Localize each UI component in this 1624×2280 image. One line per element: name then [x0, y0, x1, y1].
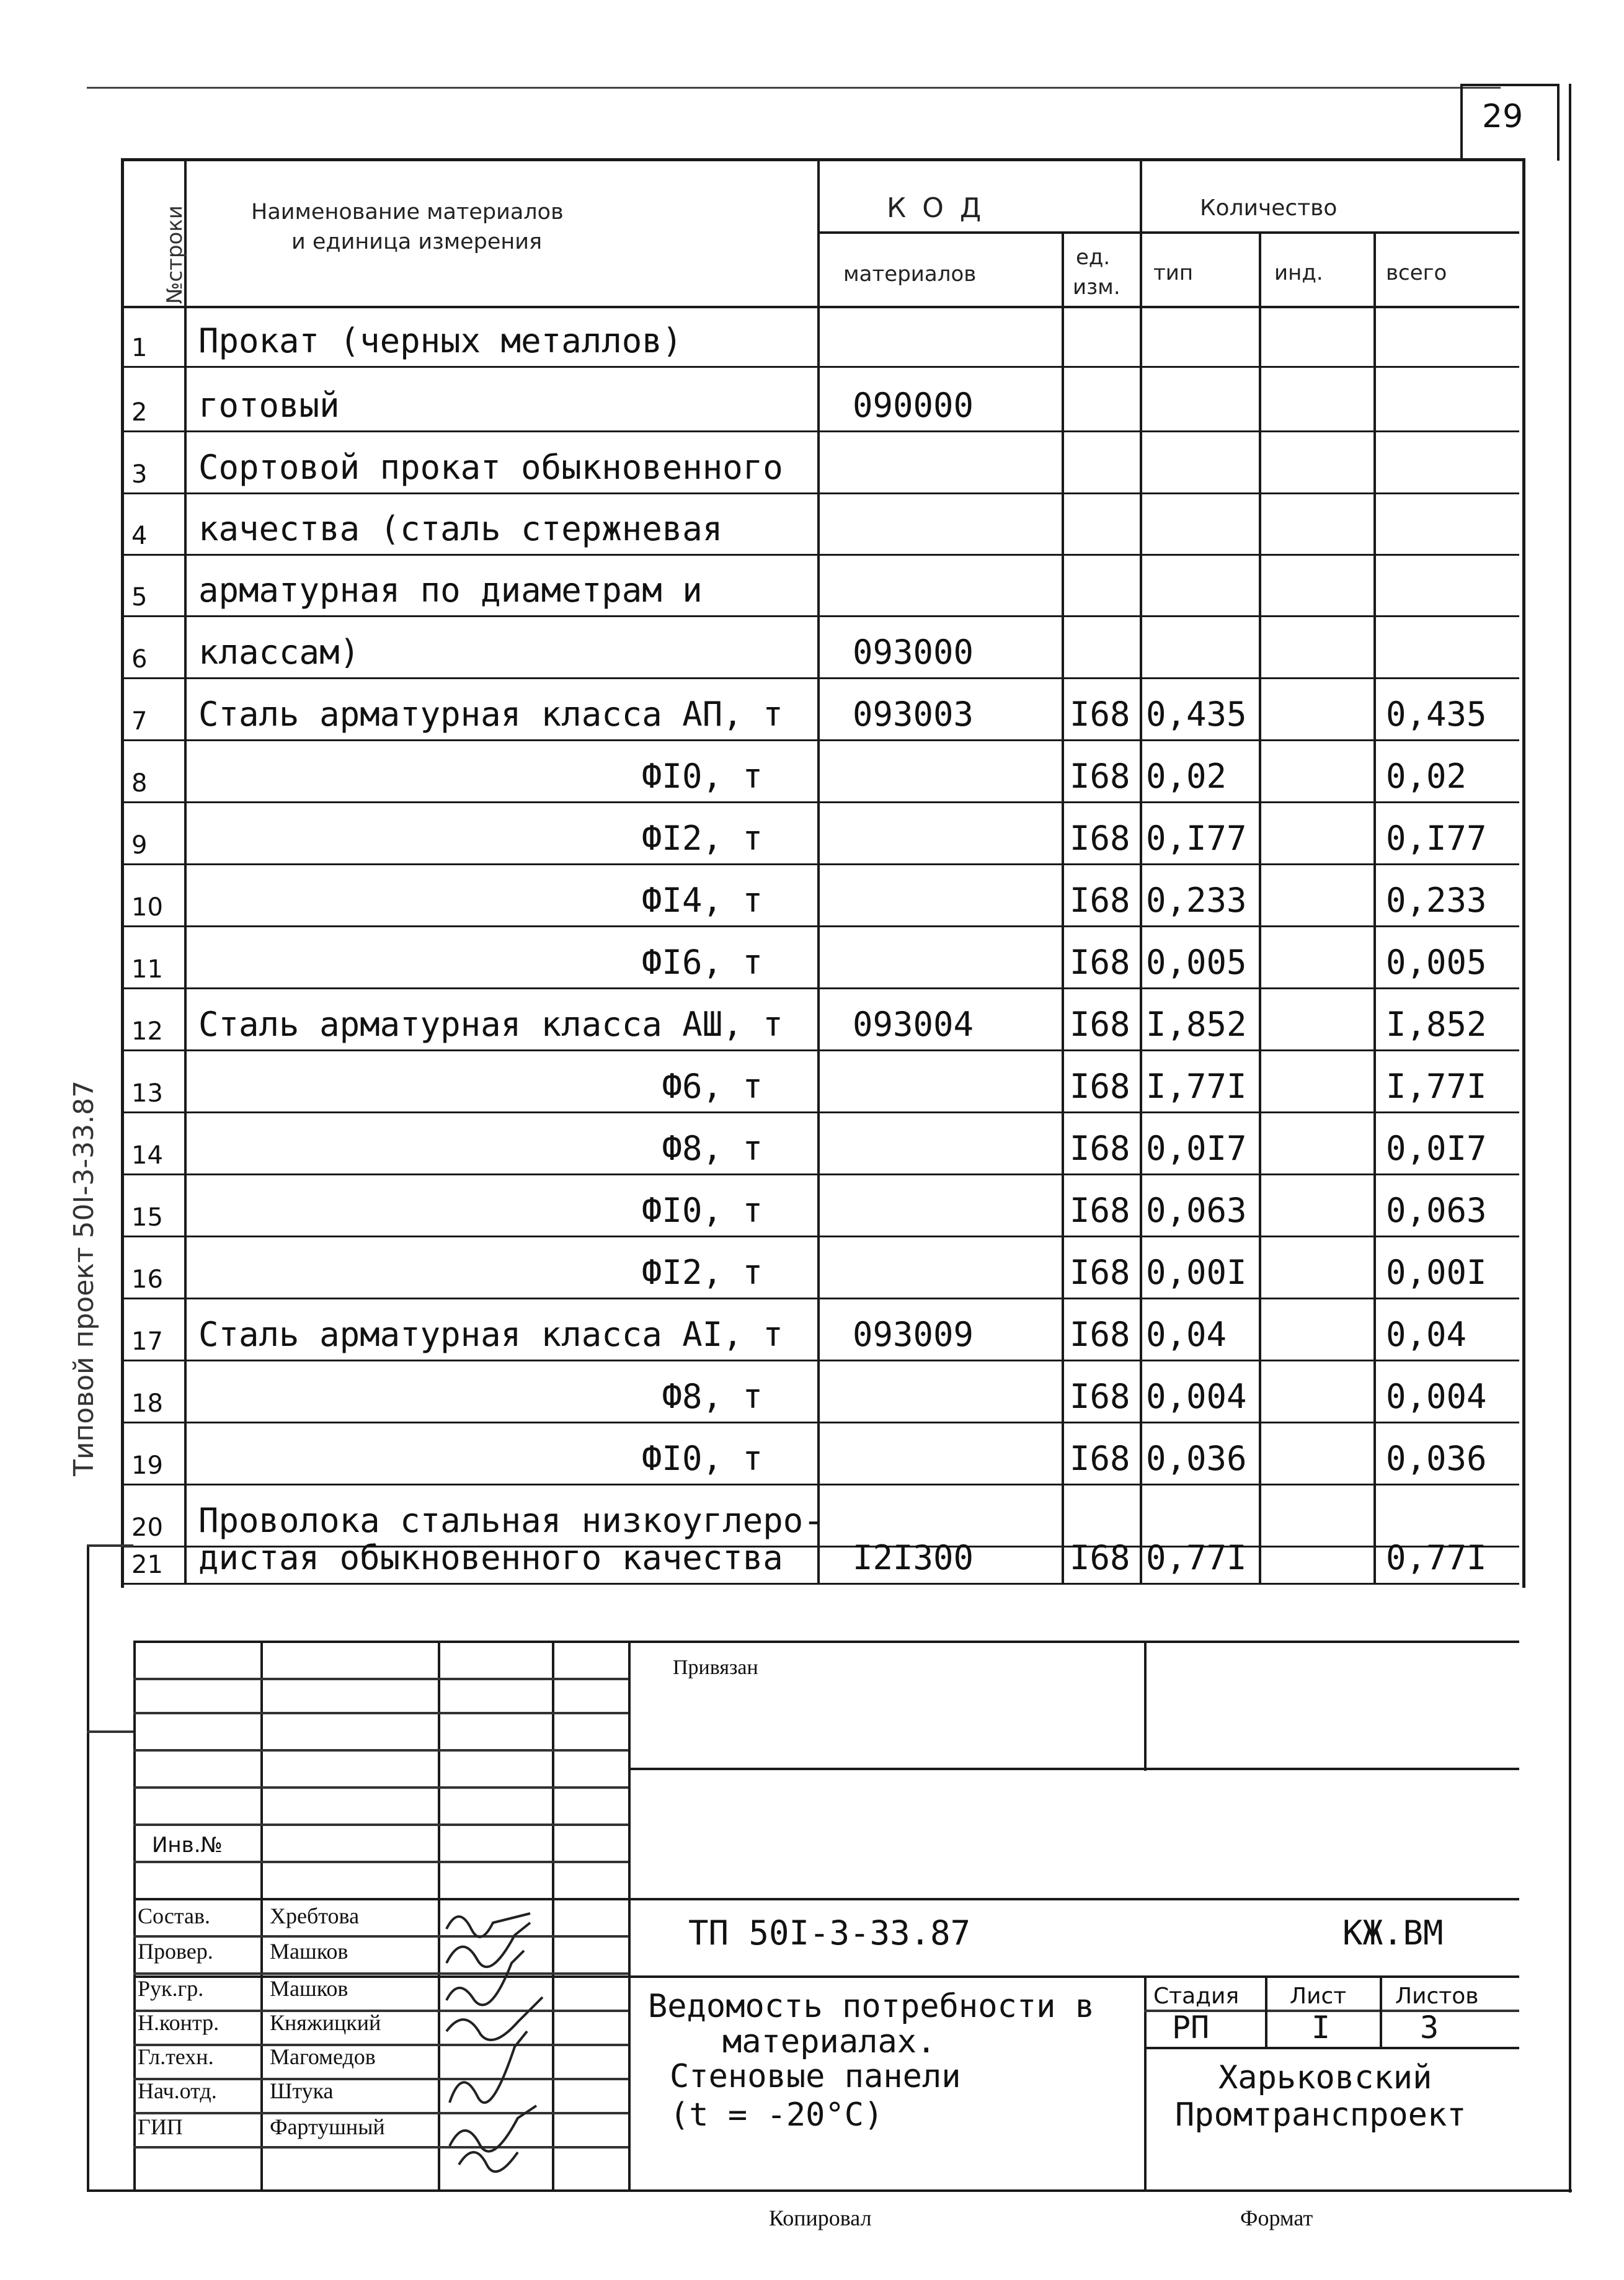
row-number: 21	[131, 1551, 163, 1579]
tb-row-e	[133, 1786, 628, 1789]
unit-code: I68	[1070, 1377, 1130, 1416]
org-line-2: Промтранспроект	[1175, 2096, 1466, 2134]
role-person: Княжицкий	[270, 2010, 381, 2035]
row-divider	[121, 615, 1519, 617]
qty-type: I,852	[1146, 1005, 1247, 1044]
material-name: качества (сталь стержневая	[198, 509, 723, 548]
footer-format: Формат	[1240, 2206, 1313, 2230]
qty-type: 0,00I	[1146, 1253, 1247, 1292]
tb-row-d	[628, 1768, 1519, 1770]
row-number: 1	[131, 334, 148, 362]
unit-code: I68	[1070, 819, 1130, 858]
tb-col-3	[552, 1641, 554, 2189]
material-name: Сталь арматурная класса АШ, т	[198, 1005, 783, 1044]
header-q-type: тип	[1153, 261, 1194, 285]
material-code: I2I300	[853, 1538, 974, 1577]
tb-col-2	[438, 1641, 440, 2189]
unit-code: I68	[1070, 1253, 1130, 1292]
title-line-1: Ведомость потребности в	[648, 1988, 1095, 2025]
row-divider	[121, 366, 1519, 368]
signature-7	[459, 2152, 518, 2171]
tb-col-1	[260, 1641, 263, 2189]
qty-total: I,852	[1386, 1005, 1487, 1044]
unit-code: I68	[1070, 1538, 1130, 1577]
material-name: ФI6, т	[641, 943, 763, 982]
role-label: ГИП	[138, 2114, 183, 2139]
qty-type: 0,I77	[1146, 819, 1247, 858]
role-person: Штука	[270, 2078, 334, 2103]
row-divider	[121, 677, 1519, 679]
qty-total: I,77I	[1386, 1067, 1487, 1106]
material-code: 090000	[853, 386, 974, 425]
title-line-4: (t = -20°C)	[670, 2096, 884, 2134]
header-name-unit: и единица измерения	[291, 229, 543, 254]
unit-code: I68	[1070, 1439, 1130, 1478]
material-name: ФI0, т	[641, 1191, 763, 1230]
material-name: ФI0, т	[641, 1439, 763, 1478]
qty-type: 0,0I7	[1146, 1129, 1247, 1168]
material-code: 093004	[853, 1005, 974, 1044]
header-unit-1: ед.	[1076, 245, 1111, 270]
qty-total: 0,004	[1386, 1377, 1487, 1416]
col-line-ind	[1259, 233, 1261, 1585]
material-code: 093003	[853, 695, 974, 734]
header-bottom	[121, 306, 1519, 308]
material-code: 093000	[853, 633, 974, 672]
privyazan-label: Привязан	[673, 1656, 758, 1679]
row-number: 15	[131, 1203, 163, 1232]
col-line-total	[1373, 233, 1376, 1585]
role-label: Гл.техн.	[138, 2044, 214, 2069]
material-name: дистая обыкновенного качества	[198, 1538, 783, 1577]
qty-type: 0,435	[1146, 695, 1247, 734]
doc-mark: КЖ.ВМ	[1342, 1913, 1444, 1953]
row-number: 7	[131, 707, 148, 736]
header-code: К О Д	[887, 192, 985, 224]
signature-5	[450, 2031, 527, 2103]
unit-code: I68	[1070, 757, 1130, 796]
tb-row-j	[133, 1972, 628, 1975]
row-number: 3	[131, 460, 148, 489]
row-number: 6	[131, 645, 148, 674]
unit-code: I68	[1070, 1005, 1130, 1044]
unit-code: I68	[1070, 1315, 1130, 1354]
col-line-code	[817, 158, 820, 1585]
inv-no-label: Инв.№	[152, 1833, 223, 1858]
row-divider	[121, 1236, 1519, 1237]
col-line-rownum	[184, 158, 187, 1585]
material-name: ФI0, т	[641, 757, 763, 796]
header-unit-2: изм.	[1073, 275, 1120, 300]
tb-row-i	[133, 1935, 628, 1938]
tb-left	[133, 1641, 136, 2189]
row-divider	[121, 554, 1519, 556]
material-name: классам)	[198, 633, 360, 672]
row-divider	[121, 863, 1519, 865]
stage-col-2	[1380, 1975, 1382, 2047]
row-number: 19	[131, 1451, 163, 1480]
role-person: Машков	[270, 1939, 348, 1964]
tb-col-4	[628, 1641, 631, 2189]
material-name: арматурная по диаметрам и	[198, 571, 703, 610]
material-name: Сталь арматурная класса АI, т	[198, 1315, 783, 1354]
role-person: Хребтова	[270, 1904, 360, 1928]
row-number: 11	[131, 955, 163, 984]
material-name: Сортовой прокат обыкновенного	[198, 448, 783, 487]
qty-total: 0,233	[1386, 881, 1487, 920]
row-divider	[121, 801, 1519, 803]
role-person: Магомедов	[270, 2044, 376, 2069]
row-number: 20	[131, 1513, 163, 1542]
sheet-number: 29	[1482, 98, 1524, 135]
tb-col-5	[1144, 1641, 1147, 1771]
role-label: Н.контр.	[138, 2010, 220, 2035]
header-name: Наименование материалов	[251, 200, 564, 225]
qty-type: 0,02	[1146, 757, 1227, 796]
right-frame	[1569, 84, 1571, 2193]
role-label: Нач.отд.	[138, 2078, 217, 2103]
qty-type: 0,04	[1146, 1315, 1227, 1354]
tb-row-c	[133, 1749, 628, 1752]
tb-row-b	[133, 1712, 628, 1714]
row-divider	[121, 925, 1519, 927]
tb-row-f	[133, 1824, 628, 1826]
unit-code: I68	[1070, 1067, 1130, 1106]
top-hairline	[87, 87, 1501, 89]
row-divider	[121, 1173, 1519, 1175]
title-line-2: материалах.	[722, 2023, 936, 2060]
row-number: 8	[131, 769, 148, 798]
row-number: 13	[131, 1079, 163, 1108]
qty-type: 0,005	[1146, 943, 1247, 982]
sheets-value: 3	[1420, 2010, 1439, 2046]
qty-total: 0,435	[1386, 695, 1487, 734]
stage-value: РП	[1172, 2010, 1210, 2046]
stage-row-bottom	[1144, 2047, 1519, 2049]
material-name: Ф8, т	[662, 1129, 763, 1168]
qty-total: 0,77I	[1386, 1538, 1487, 1577]
qty-total: 0,00I	[1386, 1253, 1487, 1292]
row-number: 5	[131, 583, 148, 612]
doc-code: ТП 50I-3-33.87	[688, 1913, 971, 1953]
stage-col-1	[1265, 1975, 1267, 2047]
role-person: Машков	[270, 1976, 348, 2001]
signature-2	[446, 1923, 530, 1967]
material-name: Ф8, т	[662, 1377, 763, 1416]
row-divider	[121, 430, 1519, 432]
unit-code: I68	[1070, 1191, 1130, 1230]
qty-total: 0,005	[1386, 943, 1487, 982]
qty-total: 0,04	[1386, 1315, 1467, 1354]
header-row-no: №строки	[162, 205, 187, 304]
material-name: ФI4, т	[641, 881, 763, 920]
qty-total: 0,063	[1386, 1191, 1487, 1230]
qty-total: 0,036	[1386, 1439, 1487, 1478]
header-code-materials: материалов	[843, 262, 977, 287]
org-line-1: Харьковский	[1218, 2059, 1432, 2096]
unit-code: I68	[1070, 881, 1130, 920]
tb-row-h	[133, 1898, 1519, 1900]
material-name: ФI2, т	[641, 819, 763, 858]
sheets-label: Листов	[1395, 1984, 1479, 2009]
material-name: Прокат (черных металлов)	[198, 321, 683, 360]
header-quantity: Количество	[1200, 195, 1338, 221]
signature-1	[446, 1913, 530, 1937]
row-number: 10	[131, 893, 163, 922]
row-number: 16	[131, 1265, 163, 1294]
title-line-3: Стеновые панели	[670, 2058, 961, 2095]
qty-total: 0,02	[1386, 757, 1467, 796]
title-block-top	[133, 1641, 1519, 1643]
row-number: 12	[131, 1017, 163, 1046]
row-number: 14	[131, 1141, 163, 1170]
side-frame-h1	[87, 1544, 133, 1547]
material-name: Ф6, т	[662, 1067, 763, 1106]
role-label: Состав.	[138, 1904, 211, 1928]
tb-col-6	[1144, 1975, 1147, 2189]
material-name: ФI2, т	[641, 1253, 763, 1292]
side-frame	[87, 1544, 89, 2189]
material-name: Сталь арматурная класса АП, т	[198, 695, 783, 734]
qty-type: 0,77I	[1146, 1538, 1247, 1577]
qty-type: 0,004	[1146, 1377, 1247, 1416]
tb-row-a	[133, 1678, 628, 1680]
row-divider	[121, 1422, 1519, 1423]
row-divider	[121, 1360, 1519, 1361]
side-label: Типовой проект 50I-3-33.87	[68, 1080, 100, 1476]
material-code: 093009	[853, 1315, 974, 1354]
unit-code: I68	[1070, 943, 1130, 982]
sheet-value: I	[1311, 2010, 1331, 2046]
table-frame	[121, 158, 1525, 1588]
qty-type: 0,233	[1146, 881, 1247, 920]
tb-row-g	[133, 1861, 628, 1863]
row-divider	[121, 1484, 1519, 1485]
row-divider	[121, 739, 1519, 741]
qty-type: 0,063	[1146, 1191, 1247, 1230]
unit-code: I68	[1070, 1129, 1130, 1168]
material-name: Проволока стальная низкоуглеро-	[198, 1501, 823, 1540]
tb-row-p	[133, 2146, 628, 2149]
row-divider	[121, 1583, 1519, 1585]
row-divider	[121, 492, 1519, 494]
row-divider	[121, 1111, 1519, 1113]
row-number: 9	[131, 831, 148, 860]
qty-total: 0,0I7	[1386, 1129, 1487, 1168]
header-q-total: всего	[1386, 261, 1447, 285]
header-subline	[817, 231, 1519, 234]
row-divider	[121, 1298, 1519, 1299]
signature-4	[446, 1997, 543, 2040]
side-frame-h2	[87, 1730, 133, 1733]
col-line-typ	[1140, 158, 1142, 1585]
stage-label: Стадия	[1153, 1984, 1240, 2009]
bottom-frame	[87, 2189, 1572, 2192]
qty-type: 0,036	[1146, 1439, 1247, 1478]
row-divider	[121, 1049, 1519, 1051]
material-name: готовый	[198, 386, 340, 425]
qty-type: I,77I	[1146, 1067, 1247, 1106]
row-number: 2	[131, 398, 148, 427]
role-label: Рук.гр.	[138, 1976, 204, 2001]
row-number: 17	[131, 1327, 163, 1356]
col-line-unit	[1062, 233, 1064, 1585]
role-person: Фартушный	[270, 2114, 385, 2139]
row-number: 4	[131, 522, 148, 550]
role-label: Провер.	[138, 1939, 213, 1964]
footer-copied: Копировал	[769, 2206, 872, 2230]
sheet-label: Лист	[1290, 1984, 1347, 2009]
qty-total: 0,I77	[1386, 819, 1487, 858]
row-number: 18	[131, 1389, 163, 1418]
header-q-ind: инд.	[1274, 261, 1323, 285]
unit-code: I68	[1070, 695, 1130, 734]
row-divider	[121, 987, 1519, 989]
